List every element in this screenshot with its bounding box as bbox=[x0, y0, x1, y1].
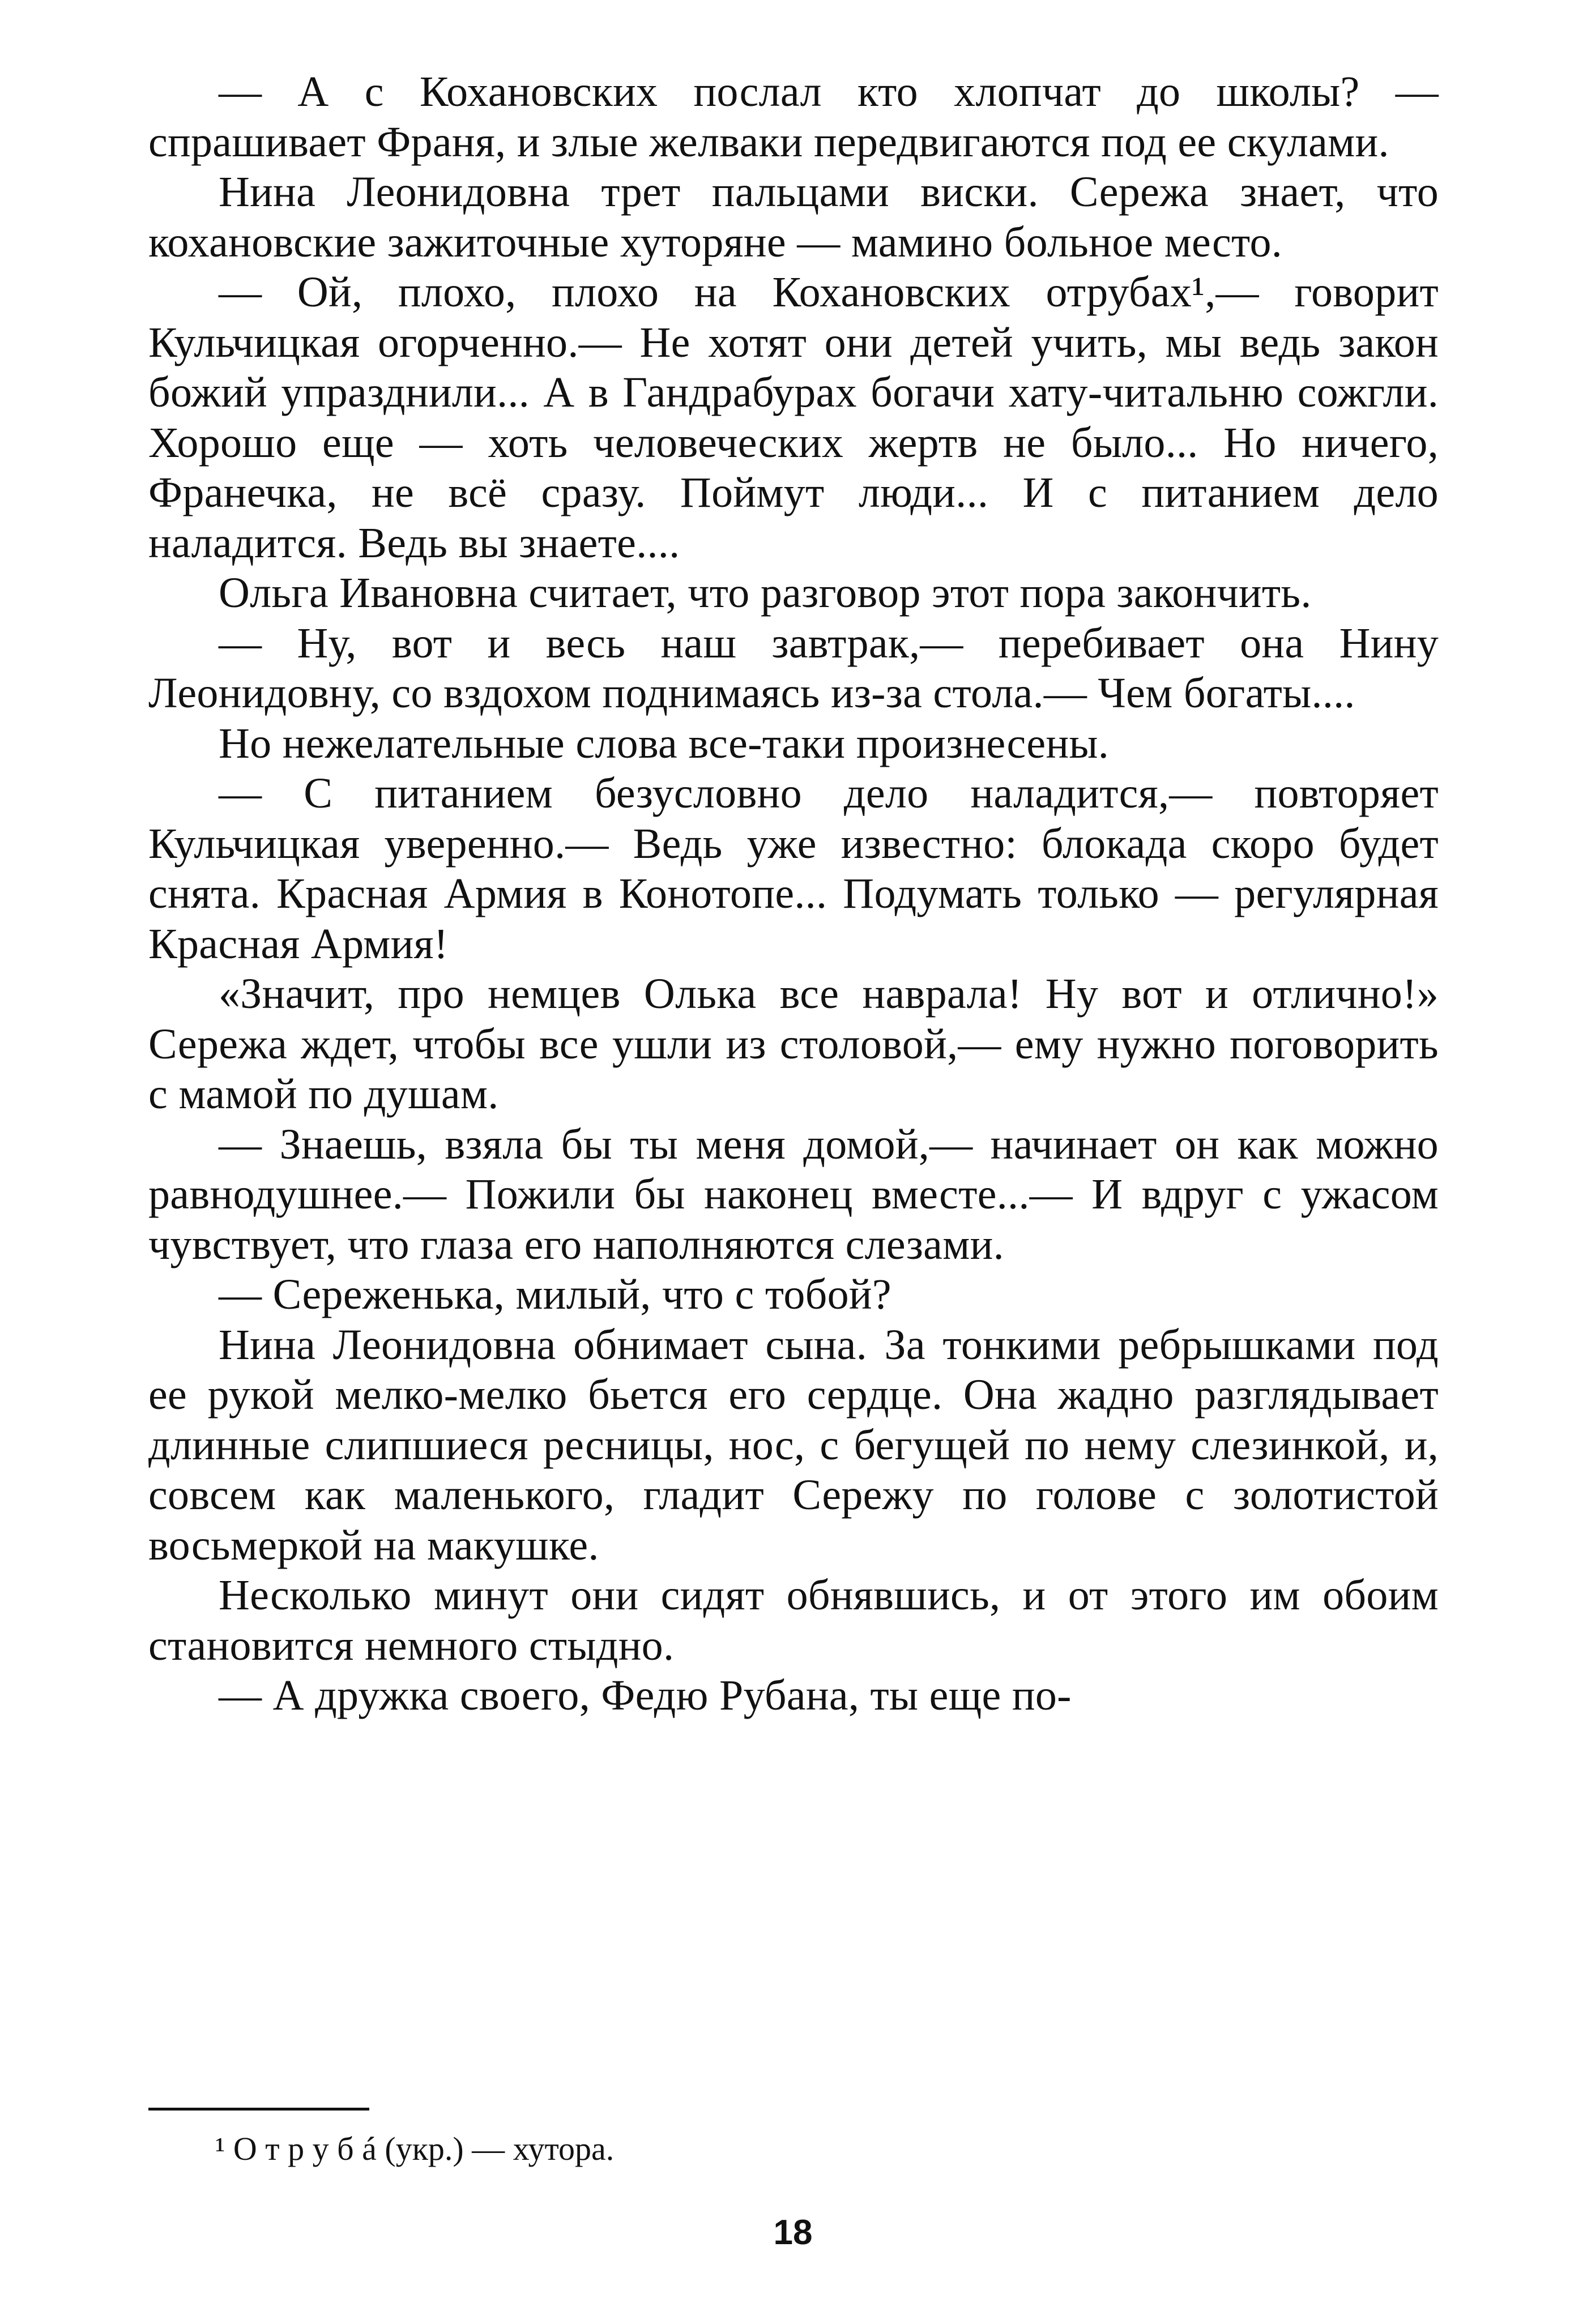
paragraph: — Ой, плохо, плохо на Кохановских отрубах¹,— говорит Кульчицкая огорченно.— Не хотят они детей учить, мы ведь закон божий упразднили... А в Гандрабурах богачи хату-читальню сожгли. Хорошо еще — хоть человеческих жертв не было... Но ничего, Франечка, не всё сразу. Поймут люди... И с питанием дело наладится. Ведь вы знаете.... bbox=[148, 268, 1439, 567]
paragraph: Нина Леонидовна обнимает сына. За тонкими ребрышками под ее рукой мелко-мелко бьется его сердце. Она жадно разглядывает длинные слипшиеся ресницы, нос, с бегущей по нему слезинкой, и, совсем как маленького, гладит Сережу по голове с золотистой восьмеркой на макушке. bbox=[148, 1321, 1439, 1569]
paragraph: — А дружка своего, Федю Рубана, ты еще по- bbox=[219, 1672, 1072, 1719]
paragraph: «Значит, про немцев Олька все наврала! Ну вот и отлично!» Сережа ждет, чтобы все ушли из столовой,— ему нужно поговорить с мамой по душам. bbox=[148, 970, 1439, 1118]
paragraph: Несколько минут они сидят обнявшись, и от этого им обоим становится немного стыдно. bbox=[148, 1571, 1439, 1669]
body-text bbox=[148, 67, 1439, 1721]
paragraph: — Знаешь, взяла бы ты меня домой,— начинает он как можно равнодушнее.— Пожили бы наконец вместе...— И вдруг с ужасом чувствует, что глаза его наполняются слезами. bbox=[148, 1120, 1439, 1268]
paragraph: Но нежелательные слова все-таки произнесены. bbox=[219, 719, 1110, 767]
footnote-divider bbox=[148, 2108, 369, 2111]
paragraph: — С питанием безусловно дело наладится,— повторяет Кульчицкая уверенно.— Ведь уже известно: блокада скоро будет снята. Красная Армия в Конотопе... Подумать только — регулярная Красная Армия! bbox=[148, 770, 1439, 968]
paragraph: — А с Кохановских послал кто хлопчат до школы? — спрашивает Франя, и злые желваки передвигаются под ее скулами. bbox=[148, 68, 1439, 166]
paragraph: — Ну, вот и весь наш завтрак,— перебивает она Нину Леонидовну, со вздохом поднимаясь из-за стола.— Чем богаты.... bbox=[148, 619, 1439, 717]
paragraph: Нина Леонидовна трет пальцами виски. Сережа знает, что кохановские зажиточные хуторяне — мамино больное место. bbox=[148, 168, 1439, 266]
footnote: ¹ О т р у б á (укр.) — хутора. bbox=[215, 2130, 615, 2167]
paragraph: — Сереженька, милый, что с тобой? bbox=[219, 1271, 891, 1318]
page-number: 18 bbox=[773, 2213, 813, 2252]
paragraph: Ольга Ивановна считает, что разговор этот пора закончить. bbox=[219, 569, 1312, 617]
